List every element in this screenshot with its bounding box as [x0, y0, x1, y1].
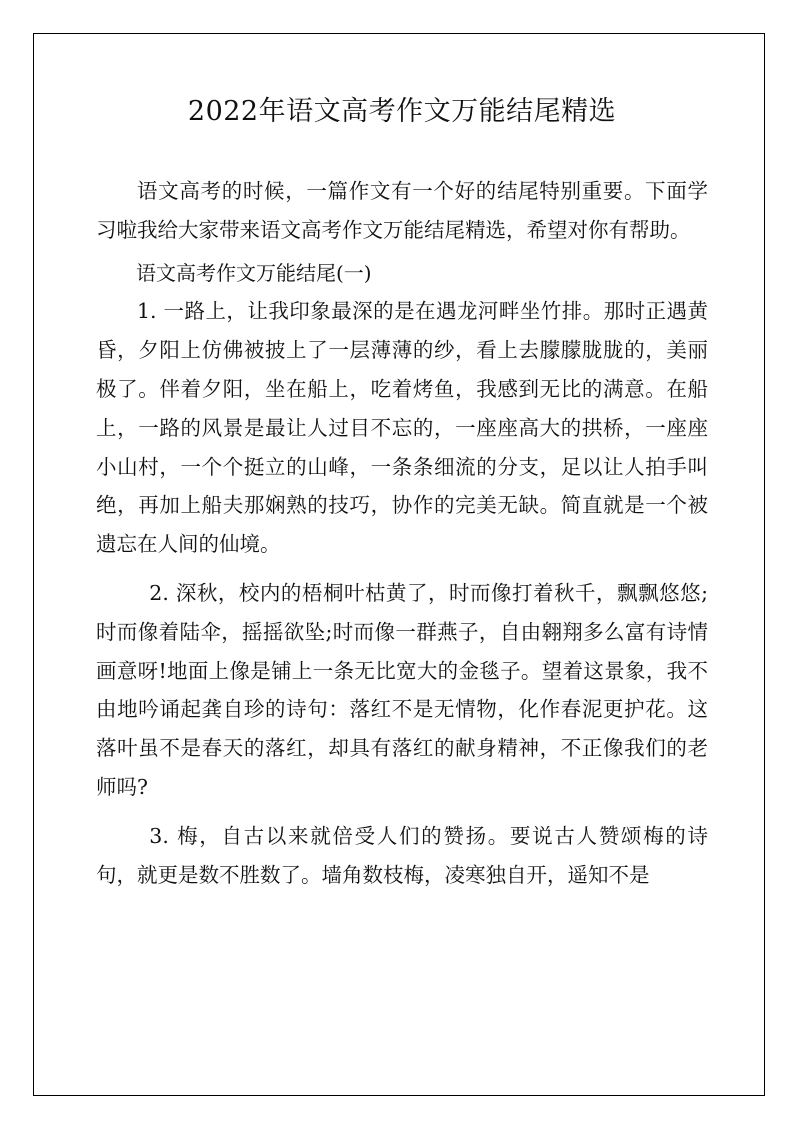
paragraph-2: 2. 深秋，校内的梧桐叶枯黄了，时而像打着秋千，飘飘悠悠;时而像着陆伞，摇摇欲坠;时而像一群燕子，自由翱翔多么富有诗情画意呀!地面上像是铺上一条无比宽大的金毯子。望着这景象，我不由地吟诵起龚自珍的诗句：落红不是无情物，化作春泥更护花。这落叶虽不是春天的落红，却具有落红的献身精神，不正像我们的老师吗? [96, 580, 708, 799]
document-title: 2022年语文高考作文万能结尾精选 [187, 96, 617, 127]
paragraph-3: 3. 梅，自古以来就倍受人们的赞扬。要说古人赞颂梅的诗句，就更是数不胜数了。墙角数枝梅，凌寒独自开，遥知不是 [96, 823, 708, 887]
section-heading: 语文高考作文万能结尾(一) [136, 260, 372, 285]
intro-paragraph: 语文高考的时候，一篇作文有一个好的结尾特别重要。下面学习啦我给大家带来语文高考作文万能结尾精选，希望对你有帮助。 [96, 179, 708, 242]
document-body [96, 92, 708, 894]
paragraph-1: 1. 一路上，让我印象最深的是在遇龙河畔坐竹排。那时正遇黄昏，夕阳上仿佛被披上了一层薄薄的纱，看上去朦朦胧胧的，美丽极了。伴着夕阳，坐在船上，吃着烤鱼，我感到无比的满意。在船上，一路的风景是最让人过目不忘的，一座座高大的拱桥，一座座小山村，一个个挺立的山峰，一条条细流的分支，足以让人拍手叫绝，再加上船夫那娴熟的技巧，协作的完美无缺。简直就是一个被遗忘在人间的仙境。 [96, 299, 708, 557]
